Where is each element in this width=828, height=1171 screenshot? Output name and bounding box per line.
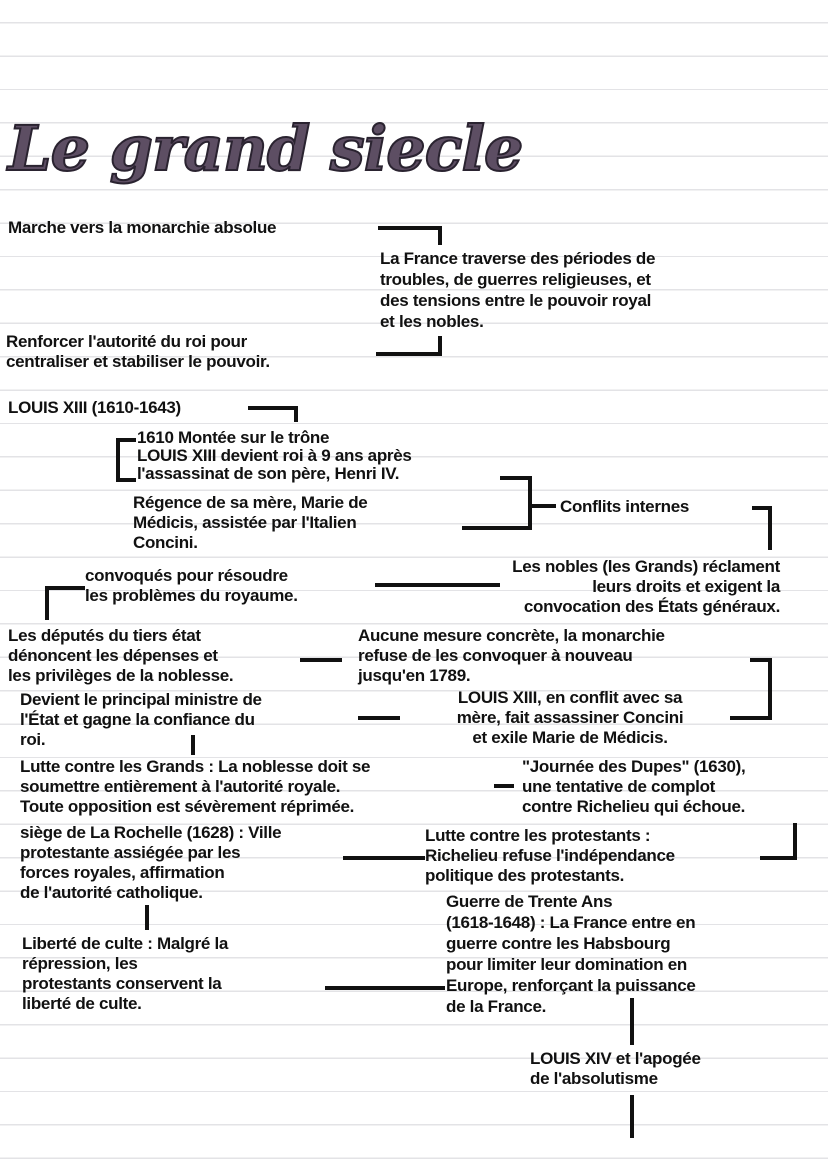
note-montee-trone: 1610 Montée sur le trône LOUIS XIII devient roi à 9 ans après l'assassinat de son père, Henri IV. <box>137 428 412 483</box>
note-assassinat-concini: LOUIS XIII, en conflit avec sa mère, fait assassiner Concini et exile Marie de Médicis. <box>456 688 684 747</box>
note-conflits-internes: Conflits internes <box>560 497 690 516</box>
note-deputes-tiers-etat: Les députés du tiers état dénoncent les dépenses et les privilèges de la noblesse. <box>8 626 234 685</box>
note-france-troubles: La France traverse des périodes de troubles, de guerres religieuses, et des tensions entre le pouvoir royal et les nobles. <box>380 249 656 331</box>
note-lutte-grands: Lutte contre les Grands : La noblesse doit se soumettre entièrement à l'autorité royale. Toute opposition est sévèrement réprimée. <box>20 757 371 816</box>
note-liberte-culte: Liberté de culte : Malgré la répression, les protestants conservent la liberté de culte. <box>22 934 229 1013</box>
page-title: Le grand siecle <box>8 112 523 185</box>
note-lutte-protestants: Lutte contre les protestants : Richelieu refuse l'indépendance politique des protestants. <box>425 826 675 885</box>
note-siege-la-rochelle: siège de La Rochelle (1628) : Ville protestante assiégée par les forces royales, affirmation de l'autorité catholique. <box>20 823 282 902</box>
note-principal-ministre: Devient le principal ministre de l'État et gagne la confiance du roi. <box>20 690 262 749</box>
note-marche-monarchie: Marche vers la monarchie absolue <box>8 218 277 237</box>
note-renforcer-autorite: Renforcer l'autorité du roi pour centraliser et stabiliser le pouvoir. <box>6 332 270 371</box>
note-aucune-mesure: Aucune mesure concrète, la monarchie refuse de les convoquer à nouveau jusqu'en 1789. <box>358 626 665 685</box>
note-regence: Régence de sa mère, Marie de Médicis, assistée par l'Italien Concini. <box>133 493 368 552</box>
note-convoques: convoqués pour résoudre les problèmes du royaume. <box>85 566 298 605</box>
heading-louis-xiii: LOUIS XIII (1610-1643) <box>8 398 181 417</box>
note-journee-dupes: "Journée des Dupes" (1630), une tentative de complot contre Richelieu qui échoue. <box>522 757 746 816</box>
note-nobles-reclament: Les nobles (les Grands) réclament leurs droits et exigent la convocation des États généraux. <box>512 557 780 616</box>
note-louis-xiv: LOUIS XIV et l'apogée de l'absolutisme <box>530 1049 701 1088</box>
note-guerre-trente-ans: Guerre de Trente Ans (1618-1648) : La France entre en guerre contre les Habsbourg pour limiter leur domination en Europe, renforçant la puissance de la France. <box>446 892 696 1016</box>
